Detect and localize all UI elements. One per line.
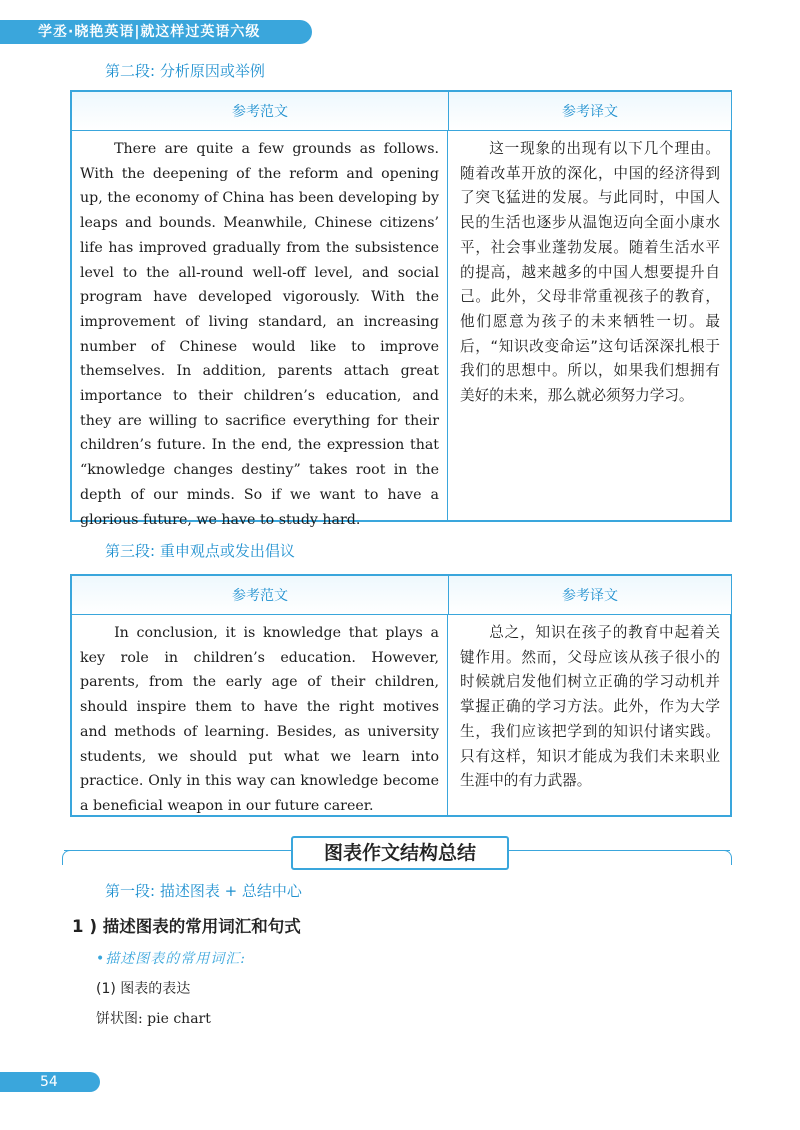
- section2-english-text: There are quite a few grounds as follows. With the deepening of the reform and opening up, the economy of China has been developing by leaps and bounds. Meanwhile, Chinese citizens’ life has improved gradually from the subsistence level to the all-round well-off level, and social program have developed vigorously. With the improvement of living standard, an increasing number of Chinese would like to improve themselves. In addition, parents attach great importance to their children’s education, and they are willing to sacrifice everything for their children’s future. In the end, the expression that “knowledge changes destiny” takes root in the depth of our minds. So if we want to have a glorious future, we have to study hard.: [72, 131, 448, 521]
- item-heading-text: 描述图表的常用词汇和句式: [102, 917, 301, 936]
- page-number: 54: [0, 1072, 100, 1092]
- handwritten-note: •描述图表的常用词汇:: [96, 951, 246, 967]
- ref-essay-label: 参考范文: [72, 92, 449, 130]
- section2-title: 第二段: 分析原因或举例: [105, 62, 265, 80]
- ref-translation-label: 参考译文: [449, 576, 731, 614]
- item-bracket: ): [89, 917, 98, 936]
- section3-chinese-text: 总之，知识在孩子的教育中起着关键作用。然而，父母应该从孩子很小的时候就启发他们树立正确的学习动机并掌握正确的学习方法。此外，作为大学生，我们应该把学到的知识付诸实践。只有这样，知识才能成为我们未来职业生涯中的有力武器。: [460, 624, 720, 790]
- section2-table: [70, 90, 732, 528]
- para1-title: 第一段: 描述图表 + 总结中心: [105, 882, 302, 900]
- section2-table-header: [72, 92, 730, 131]
- section3-table: [70, 574, 732, 817]
- ref-essay-label: 参考范文: [72, 576, 449, 614]
- section3-english-text: In conclusion, it is knowledge that plays a key role in children’s education. However, parents, from the early age of their children, should inspire them to have the right motives and methods of learning. Besides, as university students, we should put what we learn into practice. Only in this way can knowledge become a beneficial weapon in our future career.: [72, 615, 448, 816]
- section2-chinese-text: 这一现象的出现有以下几个理由。随着改革开放的深化，中国的经济得到了突飞猛进的发展。与此同时，中国人民的生活也逐步从温饱迈向全面小康水平，社会事业蓬勃发展。随着生活水平的提高，越来越多的中国人想要提升自己。此外，父母非常重视孩子的教育，他们愿意为孩子的未来牺牲一切。最后，“知识改变命运”这句话深深扎根于我们的思想中。所以，如果我们想拥有美好的未来，那么就必须努力学习。: [460, 140, 720, 405]
- section3-title: 第三段: 重申观点或发出倡议: [105, 542, 295, 560]
- header-banner: 学丞·晓艳英语|就这样过英语六级: [0, 20, 312, 44]
- section3-table-header: [72, 576, 730, 615]
- summary-title: 图表作文结构总结: [291, 836, 509, 870]
- sub-heading: (1) 图表的表达: [96, 981, 191, 997]
- example-line: 饼状图: pie chart: [96, 1011, 211, 1027]
- item-heading: [72, 913, 301, 937]
- ref-translation-label: 参考译文: [449, 92, 731, 130]
- item-number: 1: [72, 917, 84, 936]
